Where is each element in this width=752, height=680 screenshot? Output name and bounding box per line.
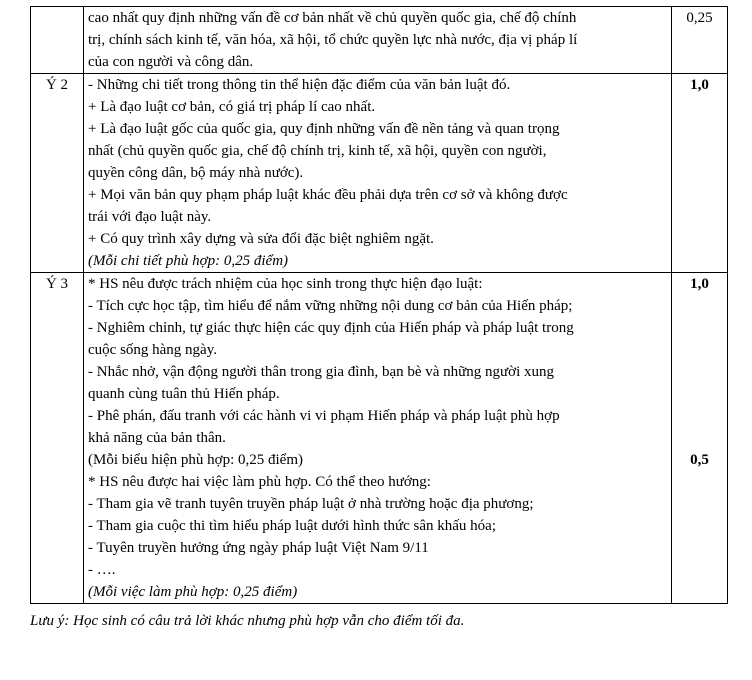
content-line: nhất (chủ quyền quốc gia, chế độ chính trị, kinh tế, xã hội, quyền con người, (88, 143, 547, 159)
row-score: 1,0 (690, 276, 709, 292)
content-line: - Nghiêm chỉnh, tự giác thực hiện các quy định của Hiến pháp và pháp luật trong (88, 320, 574, 336)
scoring-note: (Mỗi chi tiết phù hợp: 0,25 điểm) (88, 253, 289, 269)
content-line: + Là đạo luật gốc của quốc gia, quy định những vấn đề nền tảng và quan trọng (88, 121, 560, 137)
content-line: + Mọi văn bản quy phạm pháp luật khác đều phải dựa trên cơ sở và không được (88, 187, 568, 203)
content-line: quyền công dân, bộ máy nhà nước). (88, 165, 304, 181)
table-row (31, 7, 728, 74)
content-line: * HS nêu được trách nhiệm của học sinh trong thực hiện đạo luật: (88, 276, 483, 292)
content-line: (Mỗi biểu hiện phù hợp: 0,25 điểm) (88, 452, 303, 468)
answer-table (30, 6, 728, 604)
row-label: Ý 3 (31, 273, 84, 604)
row-score-group (672, 273, 728, 604)
footnote: Lưu ý: Học sinh có câu trả lời khác nhưng phù hợp vẫn cho điểm tối đa. (30, 613, 465, 629)
content-line: trị, chính sách kinh tế, văn hóa, xã hội, tổ chức quyền lực nhà nước, địa vị pháp lí (88, 32, 578, 48)
row-content (84, 7, 672, 74)
row-content (84, 273, 672, 604)
content-line: * HS nêu được hai việc làm phù hợp. Có thể theo hướng: (88, 474, 431, 490)
row-score: 0,5 (690, 452, 709, 468)
content-line: - Tham gia vẽ tranh tuyên truyền pháp luật ở nhà trường hoặc địa phương; (88, 496, 534, 512)
table-row (31, 273, 728, 604)
content-line: + Có quy trình xây dựng và sửa đổi đặc biệt nghiêm ngặt. (88, 231, 434, 247)
content-line: + Là đạo luật cơ bản, có giá trị pháp lí cao nhất. (88, 99, 376, 115)
row-label: Ý 2 (31, 74, 84, 273)
row-score: 1,0 (672, 74, 728, 273)
content-line: - …. (88, 562, 116, 578)
row-content (84, 74, 672, 273)
content-line: - Những chi tiết trong thông tin thể hiện đặc điểm của văn bản luật đó. (88, 77, 511, 93)
content-line: - Tuyên truyền hưởng ứng ngày pháp luật Việt Nam 9/11 (88, 540, 429, 556)
content-line: khả năng của bản thân. (88, 430, 226, 446)
scoring-note: (Mỗi việc làm phù hợp: 0,25 điểm) (88, 584, 298, 600)
content-line: quanh cùng tuân thủ Hiến pháp. (88, 386, 280, 402)
content-line: cao nhất quy định những vấn đề cơ bản nhất về chủ quyền quốc gia, chế độ chính (88, 10, 577, 26)
row-label (31, 7, 84, 74)
table-row (31, 74, 728, 273)
content-line: - Nhắc nhở, vận động người thân trong gia đình, bạn bè và những người xung (88, 364, 555, 380)
content-line: - Tích cực học tập, tìm hiểu để nắm vững những nội dung cơ bản của Hiến pháp; (88, 298, 573, 314)
content-line: trái với đạo luật này. (88, 209, 212, 225)
content-line: - Tham gia cuộc thi tìm hiểu pháp luật dưới hình thức sân khấu hóa; (88, 518, 496, 534)
content-line: cuộc sống hàng ngày. (88, 342, 217, 358)
row-score: 0,25 (672, 7, 728, 74)
content-line: của con người và công dân. (88, 54, 254, 70)
content-line: - Phê phán, đấu tranh với các hành vi vi phạm Hiến pháp và pháp luật phù hợp (88, 408, 560, 424)
